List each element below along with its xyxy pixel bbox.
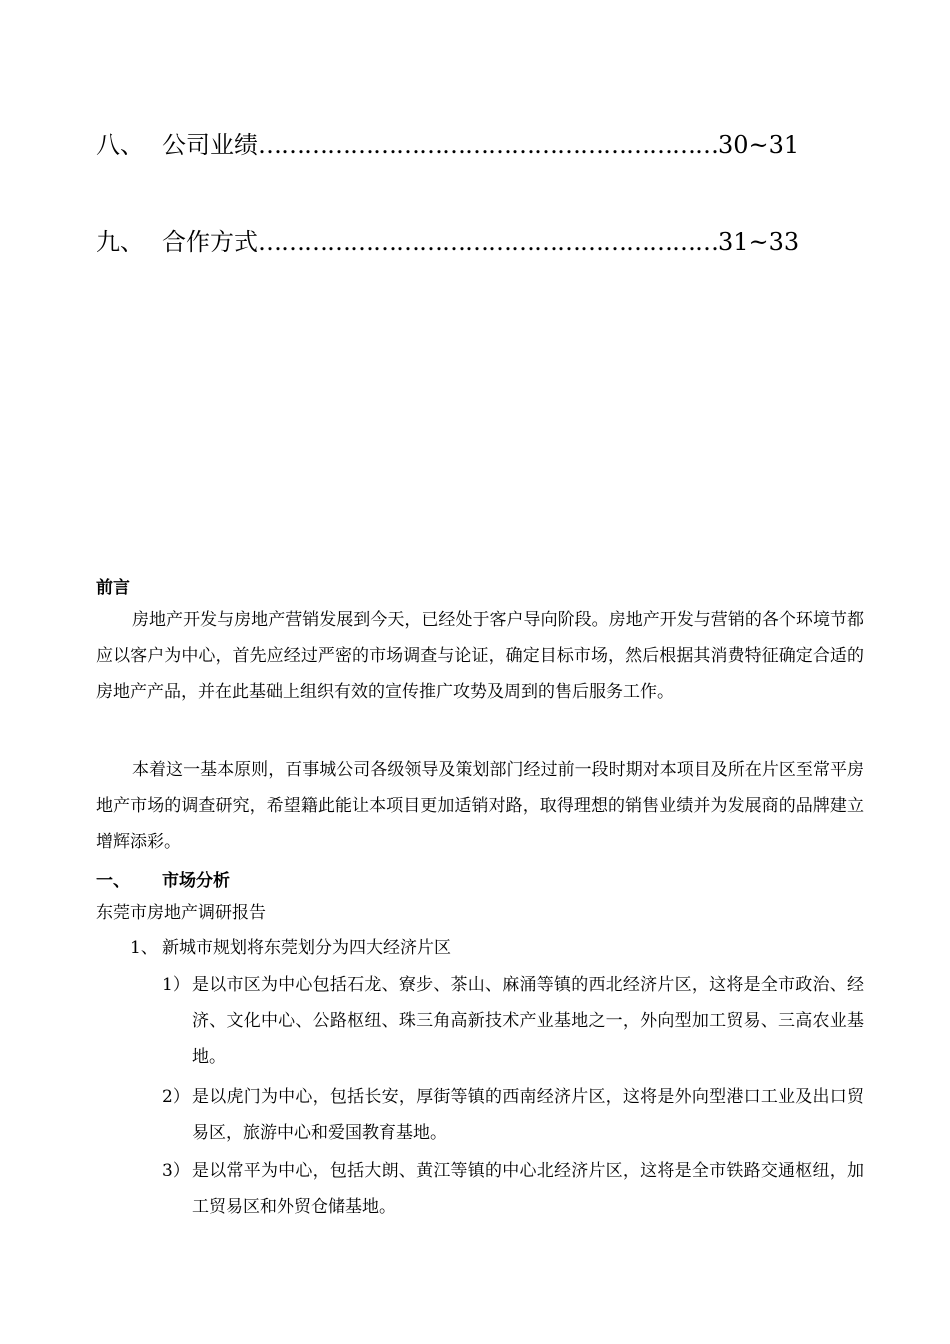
item-number: 1、 (130, 938, 158, 958)
list-item (162, 1153, 864, 1225)
toc-title: 合作方式 (162, 228, 258, 256)
toc-entry (96, 227, 800, 257)
toc-entry (96, 130, 800, 160)
toc-leader-dots: …………………………………………………… (258, 131, 718, 159)
toc-leader-dots: …………………………………………………… (258, 228, 718, 256)
section-number: 一、 (96, 871, 130, 891)
list-item-text: 是以常平为中心，包括大朗、黄江等镇的中心北经济片区，这将是全市铁路交通枢纽，加工贸易区和外贸仓储基地。 (192, 1161, 864, 1217)
list-item-text: 是以虎门为中心，包括长安，厚街等镇的西南经济片区，这将是外向型港口工业及出口贸易区，旅游中心和爱国教育基地。 (192, 1087, 864, 1143)
list-item-text: 是以市区为中心包括石龙、寮步、茶山、麻涌等镇的西北经济片区，这将是全市政治、经济、文化中心、公路枢纽、珠三角高新技术产业基地之一，外向型加工贸易、三高农业基地。 (192, 975, 864, 1067)
report-subtitle: 东莞市房地产调研报告 (96, 903, 266, 923)
numbered-item (130, 933, 451, 963)
list-item-number: 3） (162, 1161, 190, 1181)
toc-pages: 30~31 (718, 131, 800, 159)
list-item (162, 967, 864, 1075)
item-text: 新城市规划将东莞划分为四大经济片区 (162, 938, 451, 958)
preface-paragraph: 房地产开发与房地产营销发展到今天，已经处于客户导向阶段。房地产开发与营销的各个环境节都应以客户为中心，首先应经过严密的市场调查与论证，确定目标市场，然后根据其消费特征确定合适的房地产产品，并在此基础上组织有效的宣传推广攻势及周到的售后服务工作。 (96, 610, 864, 702)
toc-pages: 31~33 (718, 228, 800, 256)
section-title: 市场分析 (162, 871, 230, 891)
list-item-number: 1） (162, 975, 190, 995)
list-item (162, 1079, 864, 1151)
toc-title: 公司业绩 (162, 131, 258, 159)
section-heading (96, 866, 230, 891)
preface-heading: 前言 (96, 578, 130, 598)
list-item-number: 2） (162, 1087, 190, 1107)
toc-number: 八、 (96, 131, 144, 159)
preface-paragraph: 本着这一基本原则，百事城公司各级领导及策划部门经过前一段时期对本项目及所在片区至常平房地产市场的调查研究，希望籍此能让本项目更加适销对路，取得理想的销售业绩并为发展商的品牌建立增辉添彩。 (96, 760, 864, 852)
toc-number: 九、 (96, 228, 144, 256)
